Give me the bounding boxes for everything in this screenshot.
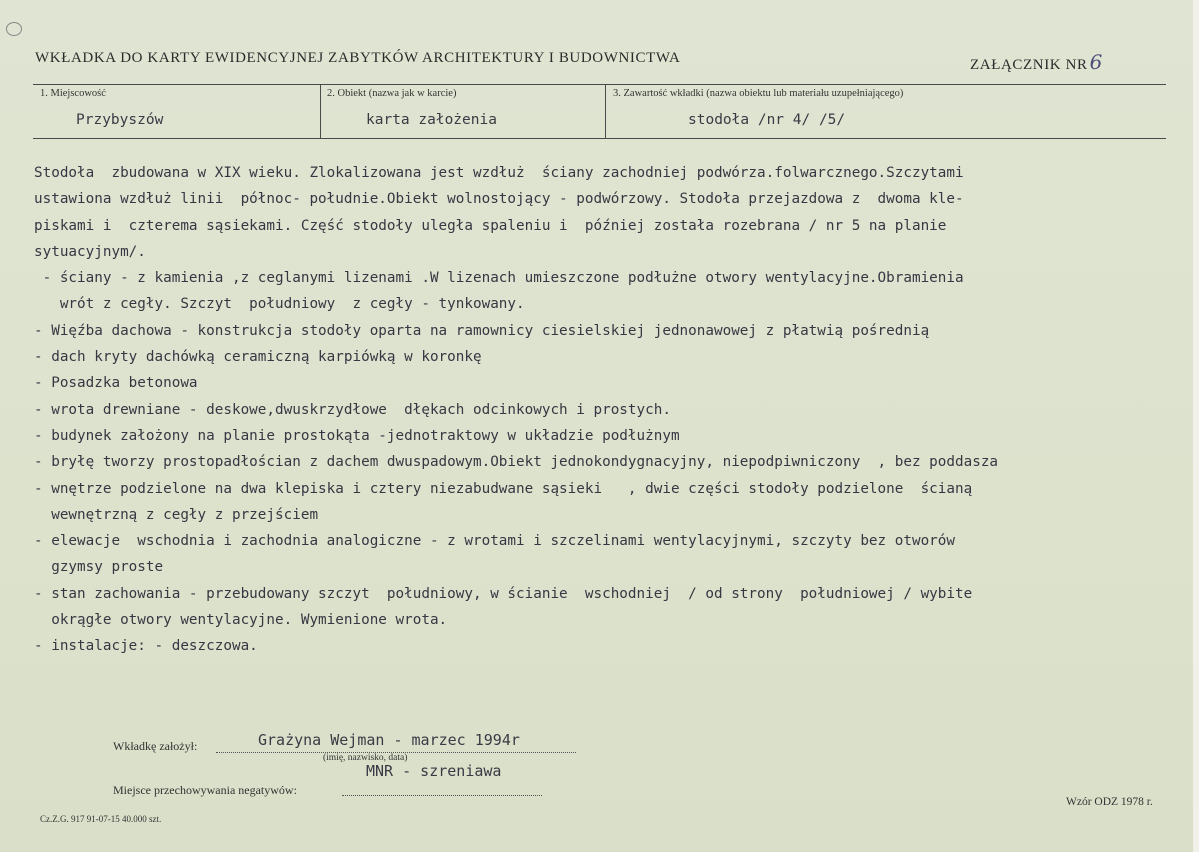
attachment-number (970, 50, 1103, 74)
field-label-contents: 3. Zawartość wkładki (nazwa obiektu lub materiału uzupełniającego) (613, 88, 904, 99)
description-line: - elewacje wschodnia i zachodnia analogiczne - z wrotami i szczelinami wentylacyjnymi, szczyty bez otworów (34, 533, 955, 550)
field-label-object: 2. Obiekt (nazwa jak w karcie) (327, 88, 457, 99)
description-line: - wrota drewniane - deskowe,dwuskrzydłowe dłękach odcinkowych i prostych. (34, 401, 671, 418)
description-line: - dach kryty dachówką ceramiczną karpiówką w koronkę (34, 349, 482, 366)
description-line: - budynek założony na planie prostokąta -jednotraktowy w układzie podłużnym (34, 427, 680, 444)
field-value-locality: Przybyszów (76, 112, 164, 128)
description-line: wewnętrzną z cegły z przejściem (34, 506, 319, 523)
description-line: gzymsy proste (34, 559, 164, 576)
description-line: Stodoła zbudowana w XIX wieku. Zlokalizowana jest wzdłuż ściany zachodniej podwórza.folwarcznego.Szczytami (34, 165, 964, 181)
description-line: - Posadzka betonowa (34, 375, 198, 392)
description-line: - stan zachowania - przebudowany szczyt południowy, w ścianie wschodniej / od strony południowej / wybite (34, 585, 973, 602)
description-body (34, 160, 1194, 660)
table-divider-2 (605, 84, 606, 138)
negatives-location-label: Miejsce przechowywania negatywów: (113, 783, 297, 797)
description-line: - bryłę tworzy prostopadłościan z dachem dwuspadowym.Obiekt jednokondygnacyjny, niepodpiwniczony , bez poddasza (34, 454, 999, 471)
description-line: piskami i czterema sąsiekami. Część stodoły uległa spaleniu i później została rozebrana / nr 5 na planie (34, 217, 947, 234)
table-top-border (33, 84, 1166, 85)
description-line: wrót z cegły. Szczyt południowy z cegły - tynkowany. (34, 296, 525, 313)
negatives-location-line (342, 795, 542, 796)
attachment-number-value: 6 (1089, 50, 1103, 74)
field-label-locality: 1. Miejscowość (40, 88, 106, 99)
created-by-label: Wkładkę założył: (113, 739, 198, 753)
table-divider-1 (320, 84, 321, 138)
print-code: Cz.Z.G. 917 91-07-15 40.000 szt. (40, 814, 162, 824)
field-value-object: karta założenia (366, 112, 497, 128)
description-line: - Więźba dachowa - konstrukcja stodoły oparta na ramownicy ciesielskiej jednonawowej z płatwią pośrednią (34, 322, 930, 339)
template-code: Wzór ODZ 1978 r. (1066, 796, 1153, 808)
description-line: - instalacje: - deszczowa. (34, 638, 258, 655)
created-by-sublabel: (imię, nazwisko, data) (323, 753, 408, 763)
description-line: ustawiona wzdłuż linii północ- południe.Obiekt wolnostojący - podwórzowy. Stodoła przejazdowa z dwoma kle- (34, 191, 964, 208)
negatives-location-value: MNR - szreniawa (366, 762, 502, 780)
table-bottom-border (33, 138, 1166, 139)
description-line: - ściany - z kamienia ,z ceglanymi lizenami .W lizenach umieszczone podłużne otwory wentylacyjne.Obramienia (34, 270, 964, 287)
description-line: okrągłe otwory wentylacyjne. Wymienione wrota. (34, 612, 448, 629)
attachment-label: ZAŁĄCZNIK NR (970, 57, 1088, 73)
punch-mark (6, 22, 22, 36)
document-title: WKŁADKA DO KARTY EWIDENCYJNEJ ZABYTKÓW ARCHITEKTURY I BUDOWNICTWA (35, 50, 681, 66)
field-value-contents: stodoła /nr 4/ /5/ (688, 112, 846, 128)
description-line: sytuacyjnym/. (34, 243, 146, 260)
created-by-value: Grażyna Wejman - marzec 1994r (258, 731, 520, 749)
description-line: - wnętrze podzielone na dwa klepiska i cztery niezabudwane sąsieki , dwie części stodoły podzielone ścianą (34, 480, 973, 497)
